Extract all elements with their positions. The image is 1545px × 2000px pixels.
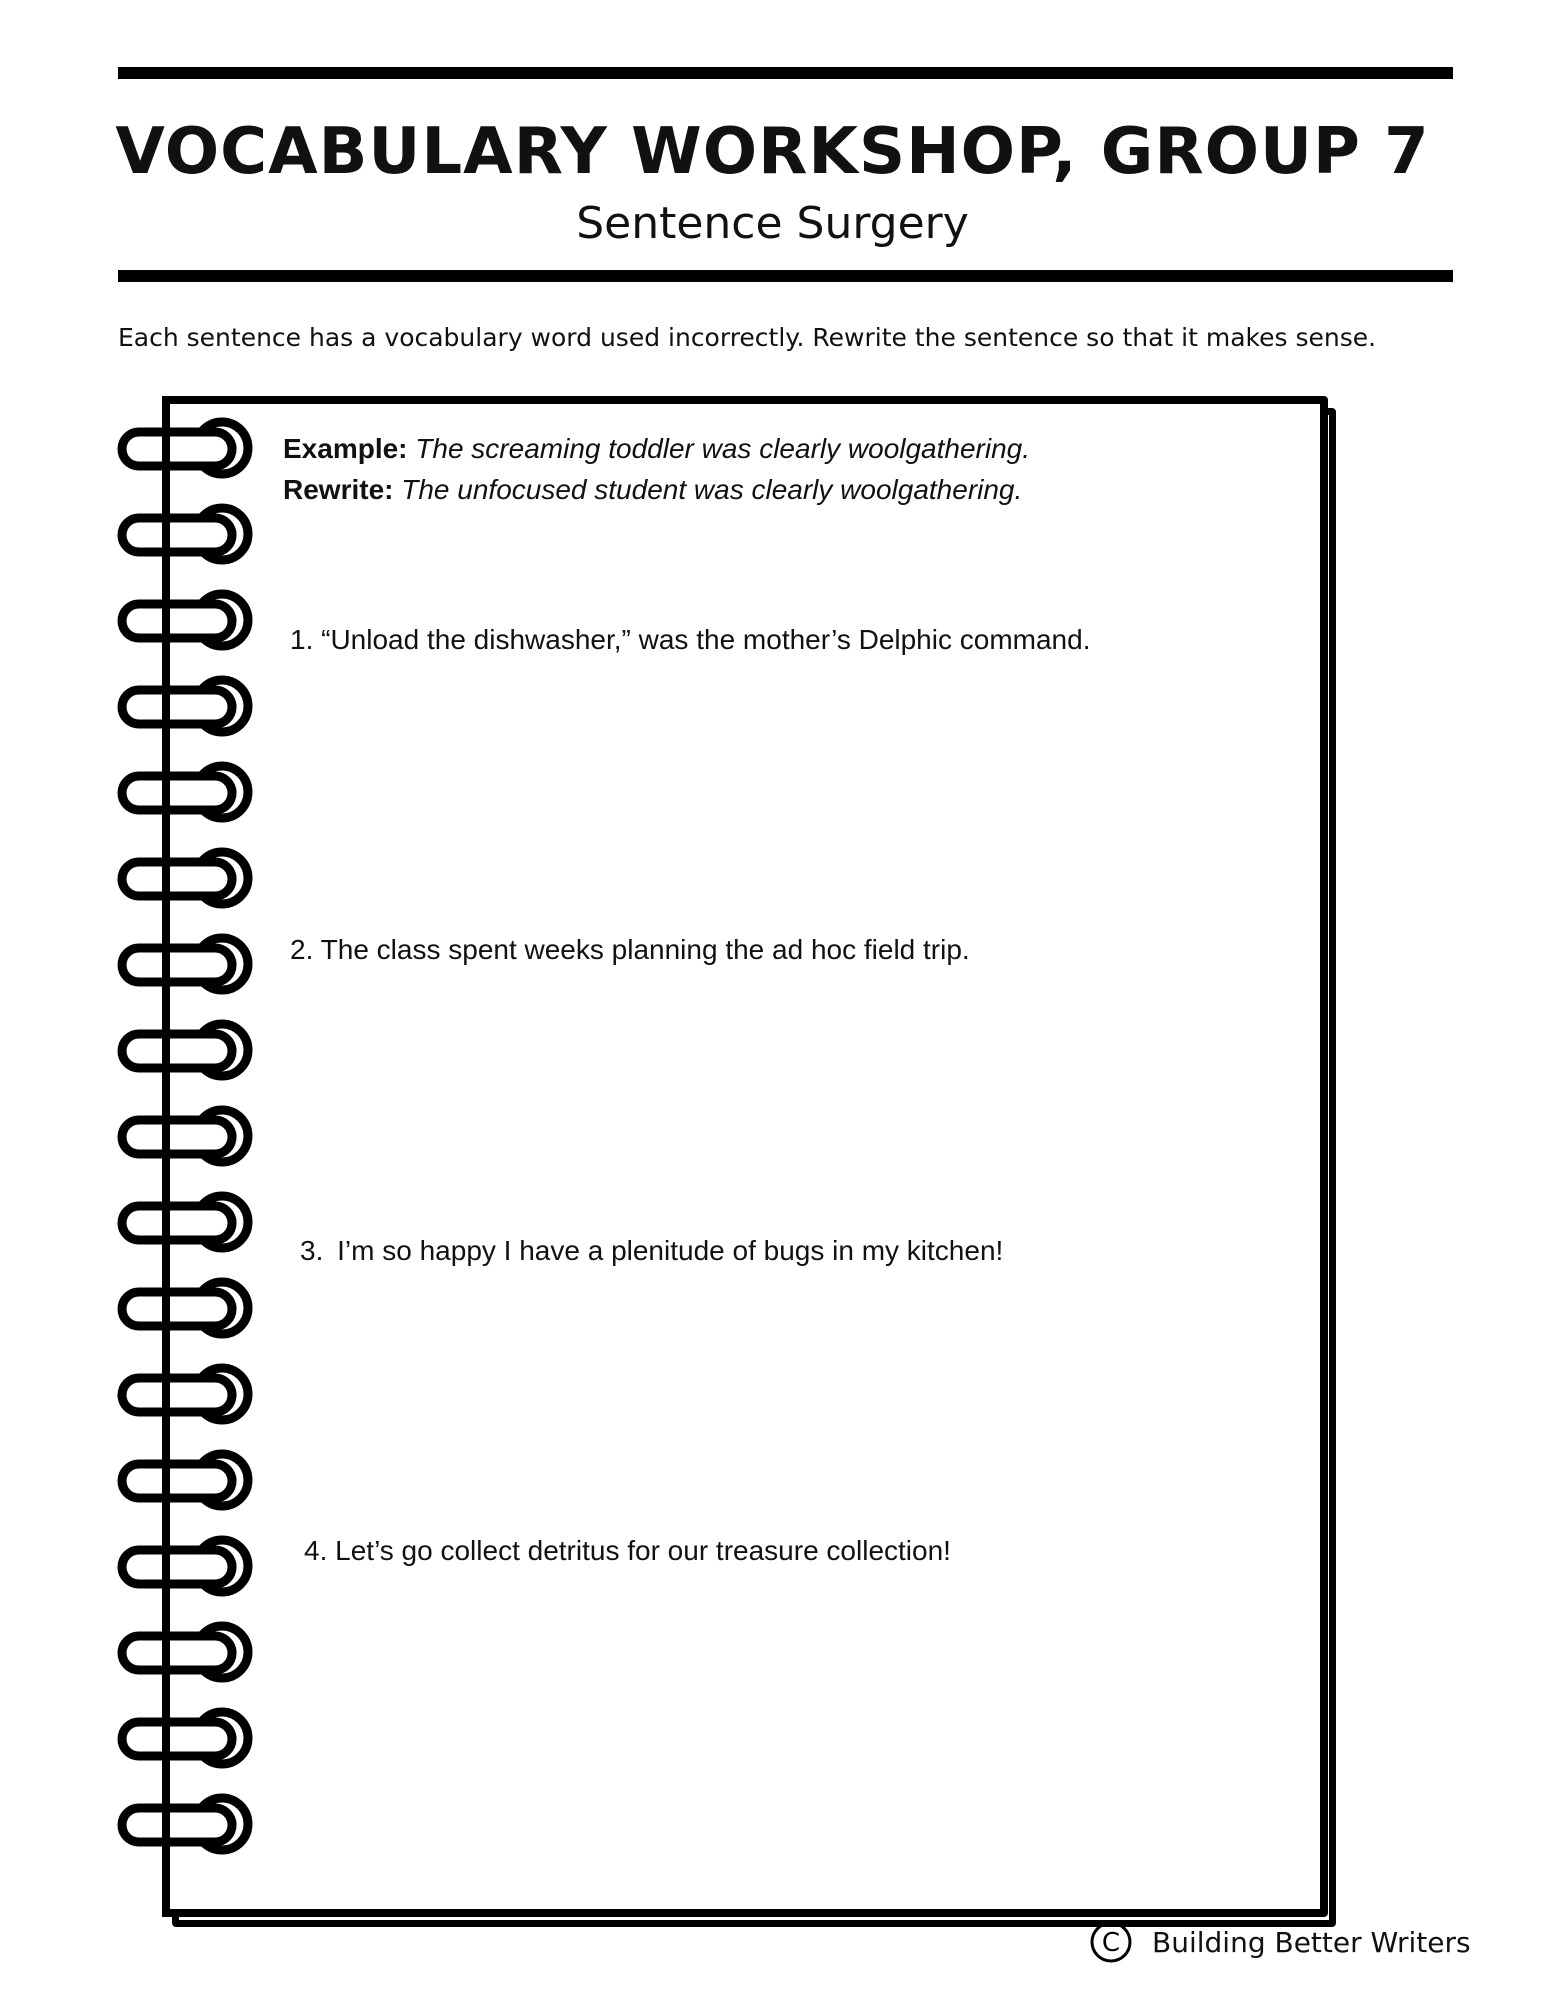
rewrite-label: Rewrite: [283,474,394,505]
spiral-ring-icon [122,680,248,732]
question-text: I’m so happy I have a plenitude of bugs in my kitchen! [337,1235,1004,1266]
question-number: 4. [304,1535,328,1566]
spiral-ring-icon [122,1368,248,1420]
question-text: “Unload the dishwasher,” was the mother’s Delphic command. [321,624,1091,655]
bottom-rule [118,270,1453,282]
page-title: VOCABULARY WORKSHOP, GROUP 7 [115,115,1430,189]
spiral-ring-icon [122,594,248,646]
spiral-ring-icon [122,852,248,904]
rewrite-line [283,469,1030,510]
rewrite-sentence: The unfocused student was clearly woolgathering. [401,474,1023,505]
footer-credit [1088,1912,1471,1972]
copyright-icon [1088,1919,1134,1965]
page-subtitle: Sentence Surgery [576,198,969,249]
svg-text:C: C [1101,1928,1121,1958]
question-number: 1. [290,624,314,655]
example-block [283,428,1030,510]
spiral-ring-icon [122,422,248,474]
spiral-ring-icon [122,1454,248,1506]
example-sentence: The screaming toddler was clearly woolgathering. [415,433,1031,464]
notebook-spine [162,396,170,1917]
question-number: 3. [300,1235,324,1266]
question-text: Let’s go collect detritus for our treasure collection! [335,1535,951,1566]
question-text: The class spent weeks planning the ad hoc field trip. [320,934,970,965]
spiral-ring-icon [122,1540,248,1592]
spiral-ring-icon [122,1626,248,1678]
spiral-ring-icon [122,1282,248,1334]
question-3 [300,1233,1003,1269]
spiral-ring-icon [122,1024,248,1076]
spiral-ring-icon [122,938,248,990]
example-label: Example: [283,433,408,464]
instructions-text: Each sentence has a vocabulary word used incorrectly. Rewrite the sentence so that it makes sense. [118,323,1377,352]
question-number: 2. [290,934,314,965]
question-4 [304,1533,951,1569]
top-rule [118,67,1453,79]
spiral-binding-icon [0,0,300,2000]
spiral-ring-icon [122,1196,248,1248]
question-2 [290,932,970,968]
footer-credit-text: Building Better Writers [1152,1925,1471,1959]
spiral-ring-icon [122,508,248,560]
example-line [283,428,1030,469]
spiral-ring-icon [122,1798,248,1850]
spiral-ring-icon [122,766,248,818]
question-1 [290,622,1090,658]
spiral-ring-icon [122,1110,248,1162]
spiral-ring-icon [122,1712,248,1764]
